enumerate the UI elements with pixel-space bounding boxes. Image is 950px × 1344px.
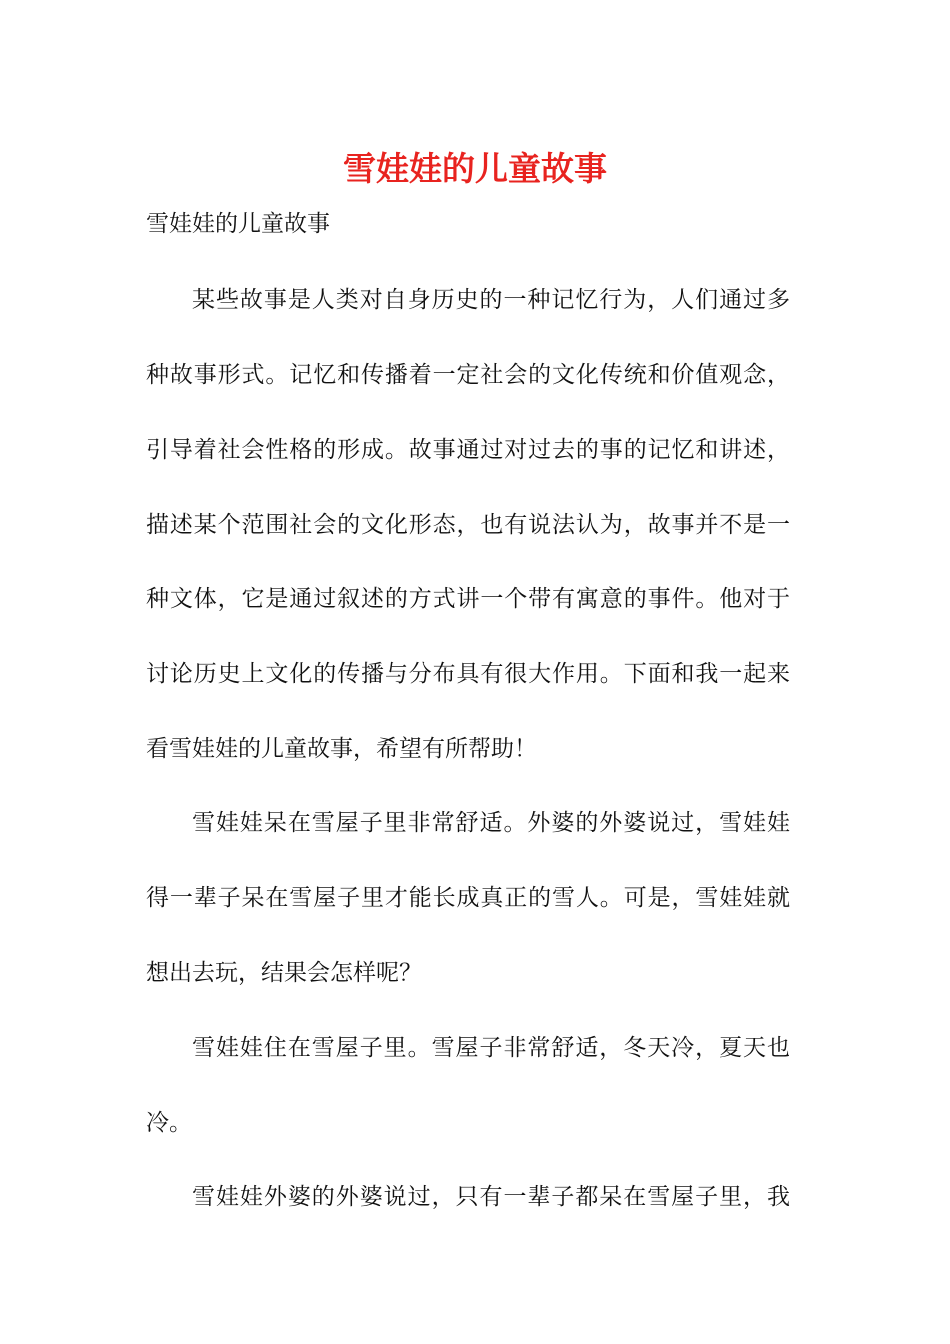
paragraph-line: 描述某个范围社会的文化形态，也有说法认为，故事并不是一 bbox=[146, 512, 790, 538]
paragraph-line: 某些故事是人类对自身历史的一种记忆行为，人们通过多 bbox=[192, 287, 790, 313]
paragraph-line: 种故事形式。记忆和传播着一定社会的文化传统和价值观念， bbox=[146, 362, 790, 388]
paragraph-line: 讨论历史上文化的传播与分布具有很大作用。下面和我一起来 bbox=[146, 661, 790, 687]
paragraph-line: 看雪娃娃的儿童故事，希望有所帮助！ bbox=[146, 736, 537, 762]
paragraph-line: 雪娃娃呆在雪屋子里非常舒适。外婆的外婆说过，雪娃娃 bbox=[192, 810, 790, 836]
document-subtitle: 雪娃娃的儿童故事 bbox=[146, 211, 330, 237]
document-title: 雪娃娃的儿童故事 bbox=[343, 149, 607, 188]
paragraph-line: 雪娃娃外婆的外婆说过，只有一辈子都呆在雪屋子里，我 bbox=[192, 1184, 790, 1210]
paragraph-line: 想出去玩，结果会怎样呢？ bbox=[146, 960, 422, 986]
paragraph-line: 种文体，它是通过叙述的方式讲一个带有寓意的事件。他对于 bbox=[146, 586, 790, 612]
paragraph-line: 冷。 bbox=[146, 1110, 192, 1136]
paragraph-line: 雪娃娃住在雪屋子里。雪屋子非常舒适，冬天冷，夏天也 bbox=[192, 1035, 790, 1061]
paragraph-line: 得一辈子呆在雪屋子里才能长成真正的雪人。可是，雪娃娃就 bbox=[146, 885, 790, 911]
paragraph-line: 引导着社会性格的形成。故事通过对过去的事的记忆和讲述， bbox=[146, 437, 790, 463]
